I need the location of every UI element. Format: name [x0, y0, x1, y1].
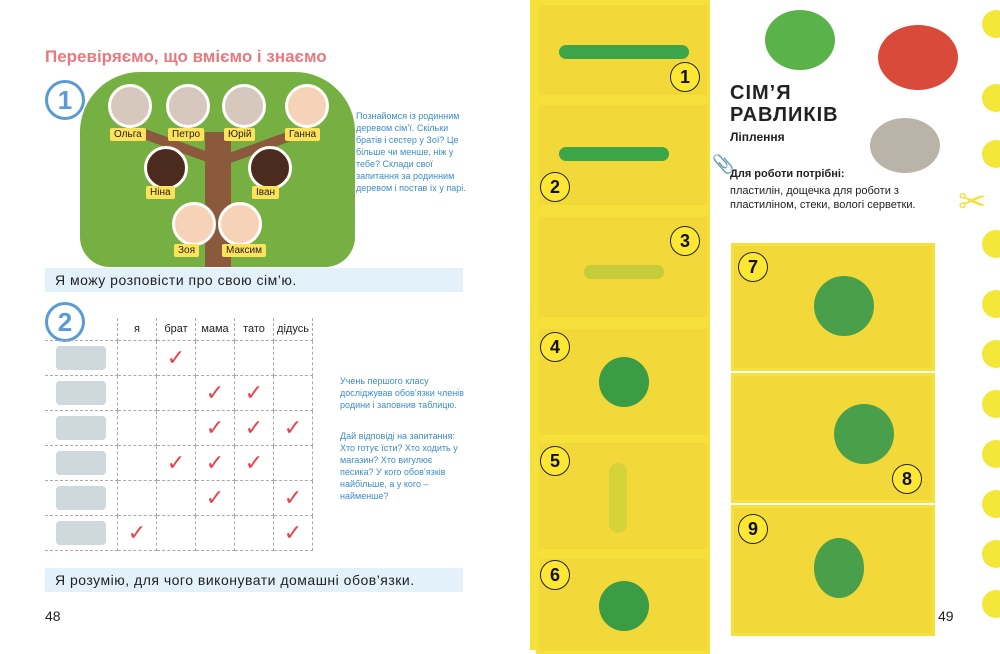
table-cell — [118, 481, 157, 516]
materials-label: Для роботи потрібні: — [730, 168, 845, 180]
page-number-right: 49 — [938, 608, 954, 624]
table-cell — [157, 446, 196, 481]
avatar — [166, 84, 210, 128]
check-mark-icon: ✓ — [205, 485, 225, 510]
step-badge: 1 — [670, 62, 700, 92]
check-mark-icon: ✓ — [244, 415, 264, 440]
avatar — [108, 84, 152, 128]
tree-name: Петро — [168, 128, 204, 141]
decor-dot — [982, 490, 1000, 518]
table-cell — [196, 481, 235, 516]
table-cell — [196, 411, 235, 446]
table-cell — [118, 376, 157, 411]
page-number-left: 48 — [45, 608, 61, 624]
table-row — [45, 481, 313, 516]
decor-dot — [982, 590, 1000, 618]
craft-title-line2: РАВЛИКІВ — [730, 104, 839, 126]
table-cell — [157, 481, 196, 516]
craft-title-line1: СІМ’Я — [730, 82, 792, 104]
ironing-board-icon — [56, 381, 106, 405]
table-cell — [274, 376, 313, 411]
self-check-bar-1: Я можу розповісти про свою сім’ю. — [45, 268, 463, 292]
tree-name: Ніна — [146, 186, 175, 199]
dog-icon — [56, 521, 106, 545]
check-mark-icon: ✓ — [166, 450, 186, 475]
tree-name: Зоя — [174, 244, 199, 257]
table-cell — [274, 481, 313, 516]
shopping-cart-icon — [56, 451, 106, 475]
check-mark-icon: ✓ — [283, 485, 303, 510]
table-header: мама — [196, 318, 235, 341]
step-badge: 7 — [738, 252, 768, 282]
table-row — [45, 446, 313, 481]
avatar — [222, 84, 266, 128]
check-mark-icon: ✓ — [283, 415, 303, 440]
tree-name: Іван — [252, 186, 279, 199]
tree-name: Юрій — [224, 128, 255, 141]
materials-text: пластилін, дощечка для роботи з пластиліном, стеки, вологі серветки. — [730, 185, 916, 211]
snail-illustration-green — [765, 10, 835, 70]
avatar — [285, 84, 329, 128]
page-title: Перевіряємо, що вміємо і знаємо — [45, 47, 327, 66]
step-badge: 6 — [540, 560, 570, 590]
table-header: тато — [235, 318, 274, 341]
table-header: дідусь — [274, 318, 313, 341]
step-badge: 2 — [540, 172, 570, 202]
self-check-bar-2: Я розумію, для чого виконувати домашні обов’язки. — [45, 568, 463, 592]
tree-name: Ольга — [110, 128, 146, 141]
decor-dot — [982, 390, 1000, 418]
dishes-icon — [56, 416, 106, 440]
decor-dot — [982, 10, 1000, 38]
decor-dot — [982, 440, 1000, 468]
table-cell — [274, 516, 313, 551]
avatar — [144, 146, 188, 190]
table-cell — [196, 446, 235, 481]
chores-table — [45, 318, 313, 551]
table-cell — [235, 411, 274, 446]
decor-dot — [982, 140, 1000, 168]
table-cell — [274, 411, 313, 446]
table-row — [45, 376, 313, 411]
table-header: брат — [157, 318, 196, 341]
step-badge: 9 — [738, 514, 768, 544]
step-badge: 4 — [540, 332, 570, 362]
table-cell — [196, 376, 235, 411]
paperclip-icon: 📎 — [712, 154, 735, 174]
table-cell — [196, 516, 235, 551]
decor-dot — [982, 84, 1000, 112]
avatar — [218, 202, 262, 246]
table-cell — [196, 341, 235, 376]
table-row — [45, 411, 313, 446]
check-mark-icon: ✓ — [127, 520, 147, 545]
task-number-1: 1 — [45, 80, 85, 120]
check-mark-icon: ✓ — [244, 380, 264, 405]
table-cell — [118, 411, 157, 446]
decor-dot — [982, 290, 1000, 318]
task-number-2: 2 — [45, 302, 85, 342]
table-row — [45, 516, 313, 551]
decor-dot — [982, 230, 1000, 258]
check-mark-icon: ✓ — [205, 380, 225, 405]
table-cell — [235, 481, 274, 516]
step-badge: 8 — [892, 464, 922, 494]
task2-text-1: Учень першого класу досліджував обов’язки членів родини і заповнив таблицю. — [340, 376, 464, 410]
avatar — [172, 202, 216, 246]
table-cell — [235, 376, 274, 411]
table-cell — [118, 341, 157, 376]
task1-text: Познайомся із родинним деревом сім’ї. Скільки братів і сестер у Зої? Це більше чи менше, ніж у тебе? Склади свої запитання за родинним деревом і постав їх у парі. — [356, 111, 466, 193]
craft-subtitle: Ліплення — [730, 130, 785, 144]
table-cell — [235, 341, 274, 376]
step-badge: 5 — [540, 446, 570, 476]
tree-name: Максим — [222, 244, 266, 257]
vacuum-icon — [56, 346, 106, 370]
table-cell — [235, 446, 274, 481]
table-header: я — [118, 318, 157, 341]
check-mark-icon: ✓ — [244, 450, 264, 475]
check-mark-icon: ✓ — [205, 415, 225, 440]
task2-text-2: Дай відповіді на запитання: Хто готує їсти? Хто ходить у магазин? Хто вигулює песика? У кого обов’язків найбільше, а у кого – найменше? — [340, 431, 458, 501]
table-cell — [118, 446, 157, 481]
step-badge: 3 — [670, 226, 700, 256]
avatar — [248, 146, 292, 190]
table-cell — [157, 516, 196, 551]
check-mark-icon: ✓ — [283, 520, 303, 545]
decor-dot — [982, 340, 1000, 368]
table-cell — [274, 341, 313, 376]
table-cell — [157, 341, 196, 376]
table-cell — [235, 516, 274, 551]
table-cell — [118, 516, 157, 551]
table-row — [45, 341, 313, 376]
check-mark-icon: ✓ — [205, 450, 225, 475]
table-cell — [157, 411, 196, 446]
snail-illustration-grey — [870, 118, 940, 173]
decor-dot — [982, 540, 1000, 568]
family-tree — [80, 72, 355, 267]
check-mark-icon: ✓ — [166, 345, 186, 370]
table-cell — [157, 376, 196, 411]
scissors-icon: ✂ — [958, 183, 987, 221]
trash-bin-icon — [56, 486, 106, 510]
table-cell — [274, 446, 313, 481]
snail-illustration-red — [878, 25, 958, 90]
tree-name: Ганна — [285, 128, 320, 141]
